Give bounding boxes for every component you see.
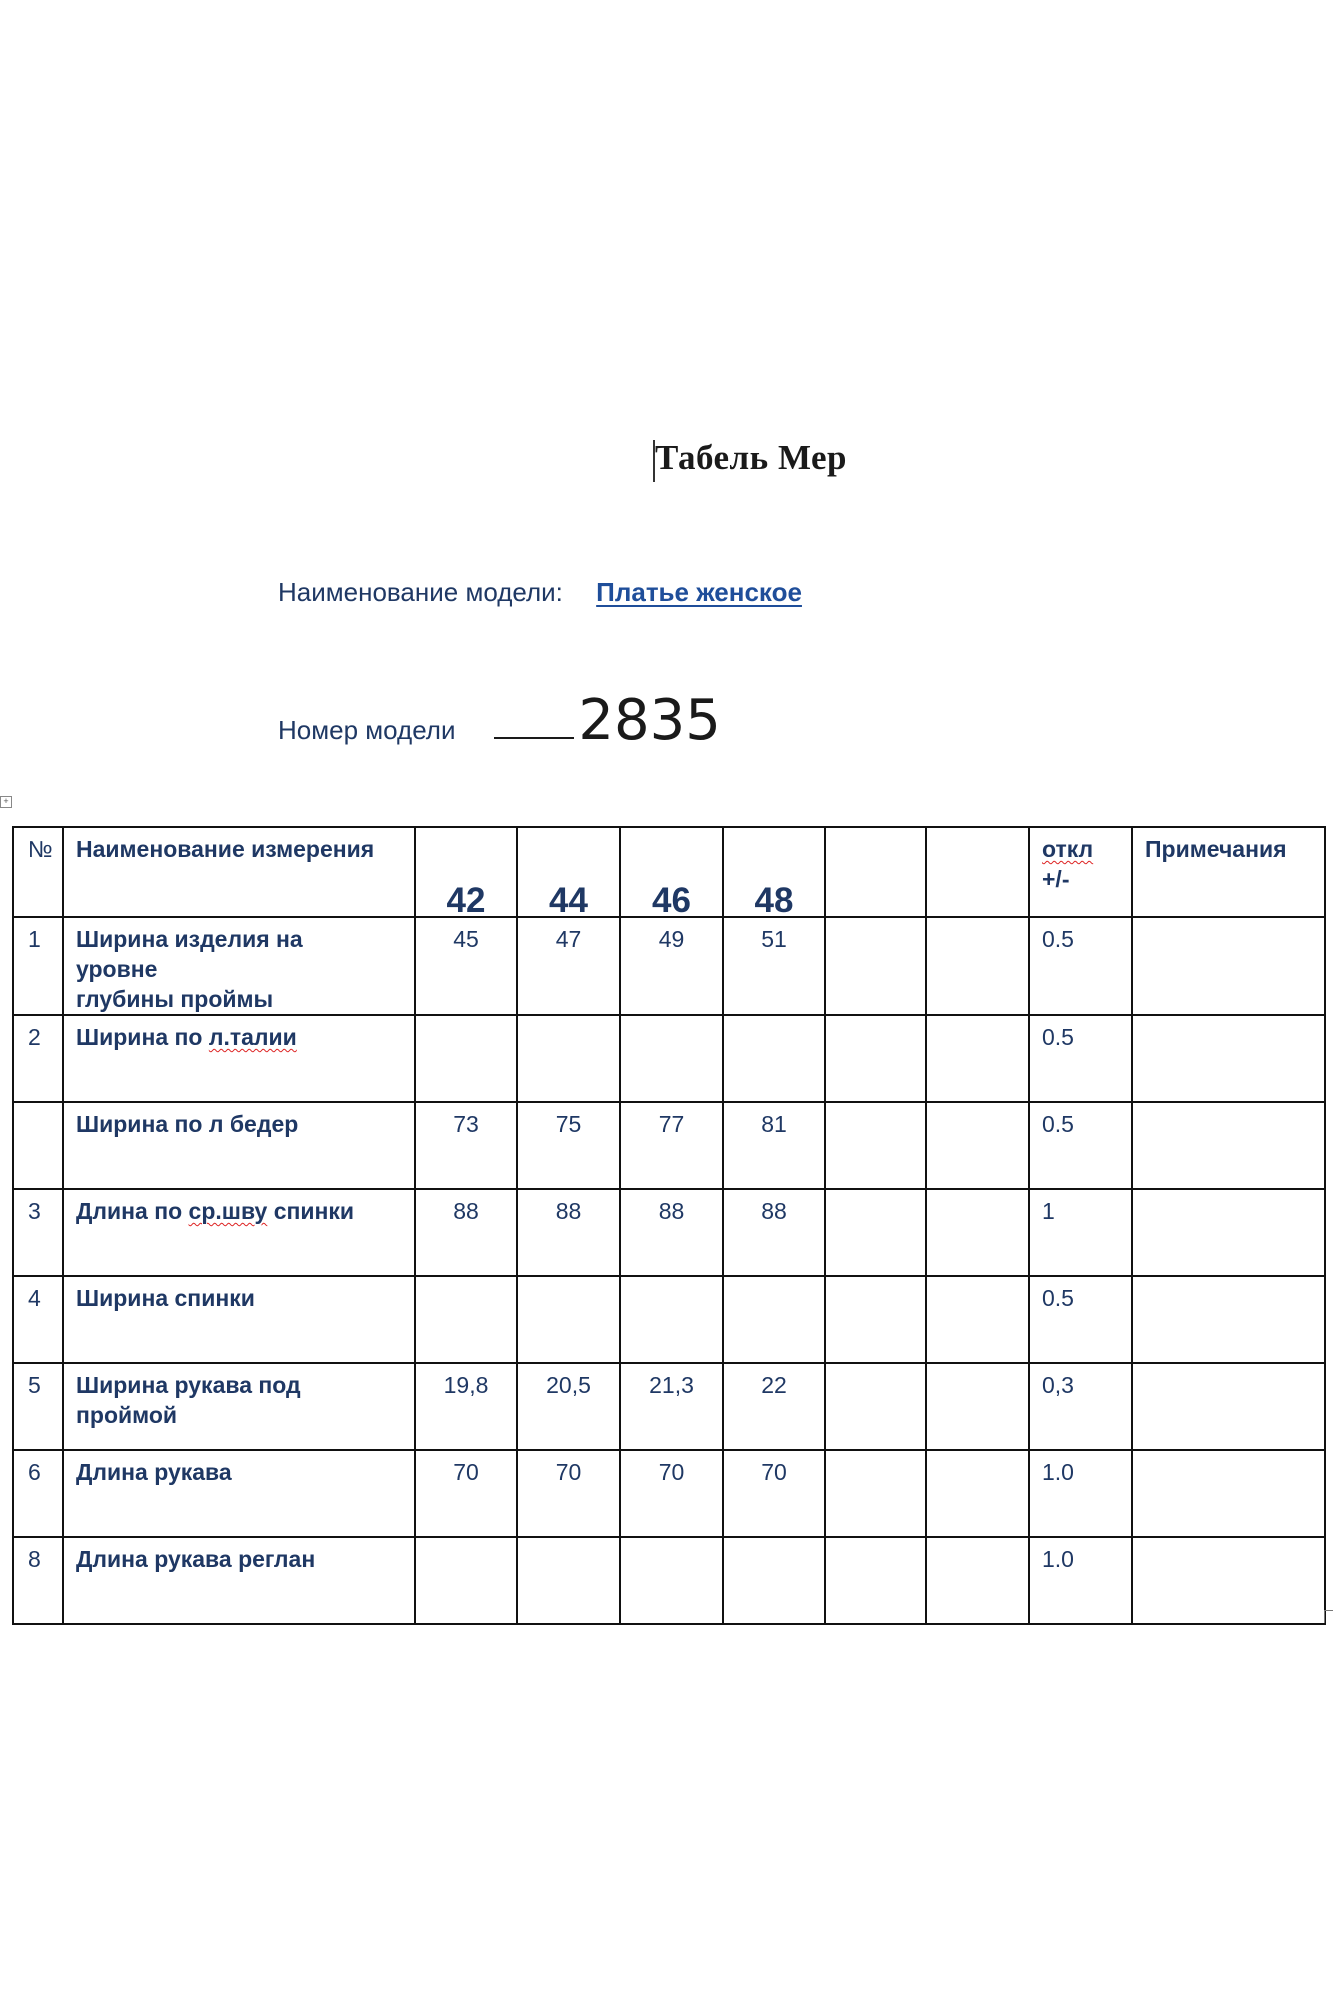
row-value: 22 (723, 1363, 825, 1450)
row-name: Длина рукава реглан (63, 1537, 415, 1624)
row-value (926, 1189, 1029, 1276)
table-row (13, 1189, 1325, 1276)
header-size: 48 (723, 827, 825, 917)
row-notes (1132, 1276, 1325, 1363)
document-title: Табель Мер (655, 438, 848, 477)
table-row (13, 1450, 1325, 1537)
row-notes (1132, 1189, 1325, 1276)
row-value: 20,5 (517, 1363, 620, 1450)
row-value: 88 (517, 1189, 620, 1276)
row-value: 88 (415, 1189, 517, 1276)
row-notes (1132, 1450, 1325, 1537)
header-notes: Примечания (1132, 827, 1325, 917)
row-name: Ширина спинки (63, 1276, 415, 1363)
row-num: 8 (13, 1537, 63, 1624)
row-value (926, 1450, 1029, 1537)
row-value: 81 (723, 1102, 825, 1189)
row-tolerance: 0.5 (1029, 1276, 1132, 1363)
row-value (517, 1015, 620, 1102)
row-value (620, 1015, 723, 1102)
row-value (825, 1015, 926, 1102)
row-notes (1132, 1102, 1325, 1189)
table-row (13, 1015, 1325, 1102)
row-value (926, 1276, 1029, 1363)
row-value: 49 (620, 917, 723, 1015)
header-size: 42 (415, 827, 517, 917)
row-value (825, 1102, 926, 1189)
row-tolerance: 0,3 (1029, 1363, 1132, 1450)
row-value: 21,3 (620, 1363, 723, 1450)
measurement-table (12, 826, 1326, 1625)
header-num: № (13, 827, 63, 917)
table-move-handle-icon[interactable]: + (0, 796, 12, 808)
header-measurement-name: Наименование измерения (63, 827, 415, 917)
row-name: Ширина по л.талии (63, 1015, 415, 1102)
row-tolerance: 1 (1029, 1189, 1132, 1276)
model-name-row (278, 577, 802, 608)
model-number-label: Номер модели (278, 715, 456, 745)
row-value: 45 (415, 917, 517, 1015)
row-name: Ширина по л бедер (63, 1102, 415, 1189)
row-value: 88 (723, 1189, 825, 1276)
row-value: 19,8 (415, 1363, 517, 1450)
row-value (517, 1537, 620, 1624)
row-value (517, 1276, 620, 1363)
model-name-value: Платье женское (596, 577, 802, 607)
row-value (926, 1015, 1029, 1102)
row-value (825, 917, 926, 1015)
row-value: 70 (517, 1450, 620, 1537)
header-size: 46 (620, 827, 723, 917)
header-size: 44 (517, 827, 620, 917)
header-size (926, 827, 1029, 917)
row-num: 4 (13, 1276, 63, 1363)
table-row (13, 1102, 1325, 1189)
row-num: 5 (13, 1363, 63, 1450)
row-notes (1132, 1363, 1325, 1450)
header-tolerance: откл +/- (1029, 827, 1132, 917)
row-value (825, 1450, 926, 1537)
row-value (620, 1276, 723, 1363)
table-header-row (13, 827, 1325, 917)
row-value (415, 1276, 517, 1363)
row-num: 1 (13, 917, 63, 1015)
table-row (13, 1537, 1325, 1624)
row-name: Ширина изделия на уровне глубины проймы (63, 917, 415, 1015)
row-value: 70 (723, 1450, 825, 1537)
model-number-underline (494, 733, 574, 739)
row-notes (1132, 1537, 1325, 1624)
model-number-value: 2835 (578, 688, 721, 753)
row-value: 73 (415, 1102, 517, 1189)
row-value (825, 1537, 926, 1624)
row-value (723, 1015, 825, 1102)
row-value: 70 (415, 1450, 517, 1537)
row-name: Длина по ср.шву спинки (63, 1189, 415, 1276)
model-number-row (278, 688, 721, 753)
row-value (825, 1276, 926, 1363)
row-name: Длина рукава (63, 1450, 415, 1537)
row-value (825, 1363, 926, 1450)
row-num: 2 (13, 1015, 63, 1102)
row-value: 47 (517, 917, 620, 1015)
row-notes (1132, 1015, 1325, 1102)
row-name: Ширина рукава под проймой (63, 1363, 415, 1450)
table-row (13, 1276, 1325, 1363)
row-value: 88 (620, 1189, 723, 1276)
table-resize-handle-icon[interactable] (1324, 1610, 1333, 1623)
row-value (926, 917, 1029, 1015)
row-value (415, 1537, 517, 1624)
model-name-label: Наименование модели: (278, 577, 563, 607)
row-num: 3 (13, 1189, 63, 1276)
table-row (13, 917, 1325, 1015)
row-value (723, 1276, 825, 1363)
row-value (825, 1189, 926, 1276)
row-num (13, 1102, 63, 1189)
row-num: 6 (13, 1450, 63, 1537)
header-size (825, 827, 926, 917)
row-value: 75 (517, 1102, 620, 1189)
row-tolerance: 1.0 (1029, 1450, 1132, 1537)
table-row (13, 1363, 1325, 1450)
row-value: 51 (723, 917, 825, 1015)
row-notes (1132, 917, 1325, 1015)
row-tolerance: 1.0 (1029, 1537, 1132, 1624)
row-value (926, 1102, 1029, 1189)
row-tolerance: 0.5 (1029, 917, 1132, 1015)
row-tolerance: 0.5 (1029, 1015, 1132, 1102)
row-value: 70 (620, 1450, 723, 1537)
row-tolerance: 0.5 (1029, 1102, 1132, 1189)
row-value: 77 (620, 1102, 723, 1189)
row-value (723, 1537, 825, 1624)
row-value (415, 1015, 517, 1102)
row-value (926, 1363, 1029, 1450)
row-value (926, 1537, 1029, 1624)
row-value (620, 1537, 723, 1624)
